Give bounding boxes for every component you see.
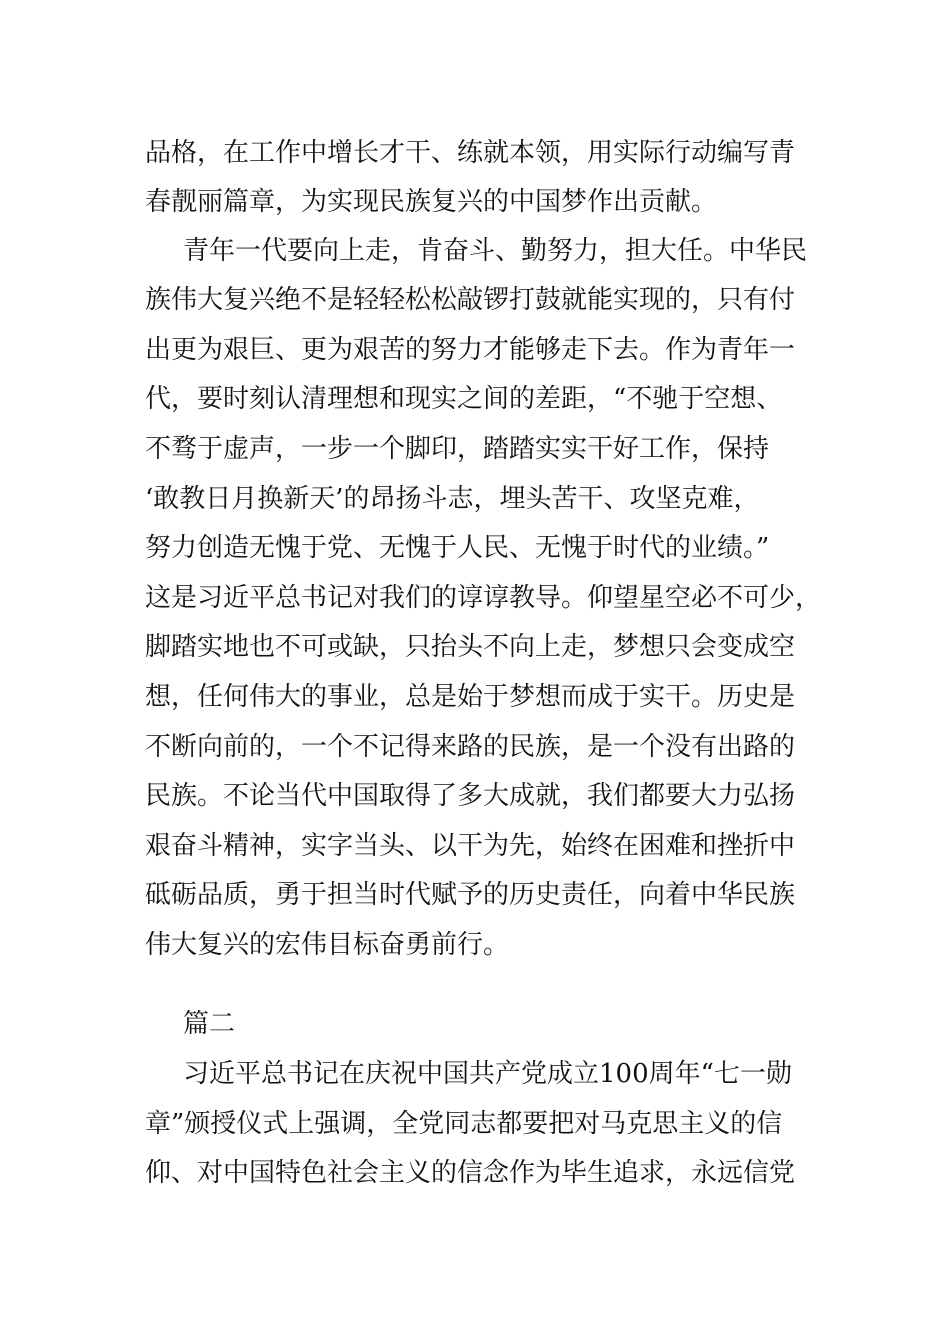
paragraph-line: ‘敢教日月换新天’的昂扬斗志，埋头苦干、攻坚克难，: [145, 484, 760, 514]
paragraph-line: 品格，在工作中增长才干、练就本领，用实际行动编写青: [145, 138, 796, 168]
paragraph-line: 出更为艰巨、更为艰苦的努力才能够走下去。作为青年一: [145, 335, 796, 365]
paragraph-line: 不断向前的，一个不记得来路的民族，是一个没有出路的: [145, 732, 796, 762]
paragraph-line: 春靓丽篇章，为实现民族复兴的中国梦作出贡献。: [145, 187, 718, 217]
paragraph-line: 青年一代要向上走，肯奋斗、勤努力，担大任。中华民: [183, 236, 808, 266]
paragraph-line: 族伟大复兴绝不是轻轻松松敲锣打鼓就能实现的，只有付: [145, 285, 796, 315]
paragraph-line: 脚踏实地也不可或缺，只抬头不向上走，梦想只会变成空: [145, 632, 796, 662]
paragraph-line: 砥砺品质，勇于担当时代赋予的历史责任，向着中华民族: [145, 880, 796, 910]
paragraph-line: 章”颁授仪式上强调，全党同志都要把对马克思主义的信: [145, 1109, 783, 1139]
paragraph-line: 代，要时刻认清理想和现实之间的差距，“不驰于空想、: [145, 384, 783, 414]
paragraph-line: 不骛于虚声，一步一个脚印，踏踏实实干好工作，保持: [145, 434, 770, 464]
paragraph-line: 民族。不论当代中国取得了多大成就，我们都要大力弘扬: [145, 781, 796, 811]
paragraph-line: 想，任何伟大的事业，总是始于梦想而成于实干。历史是: [145, 682, 796, 712]
paragraph-line: 这是习近平总书记对我们的谆谆教导。仰望星空必不可少，: [145, 583, 822, 613]
paragraph-line: 仰、对中国特色社会主义的信念作为毕生追求，永远信党: [145, 1158, 796, 1188]
paragraph-line: 努力创造无愧于党、无愧于人民、无愧于时代的业绩。”: [145, 533, 770, 563]
paragraph-line: 艰奋斗精神，实字当头、以干为先，始终在困难和挫折中: [145, 831, 796, 861]
paragraph-line: 习近平总书记在庆祝中国共产党成立100周年“七一勋: [183, 1059, 792, 1089]
paragraph-line: 伟大复兴的宏伟目标奋勇前行。: [145, 930, 510, 960]
section-heading: 篇二: [183, 1009, 236, 1039]
